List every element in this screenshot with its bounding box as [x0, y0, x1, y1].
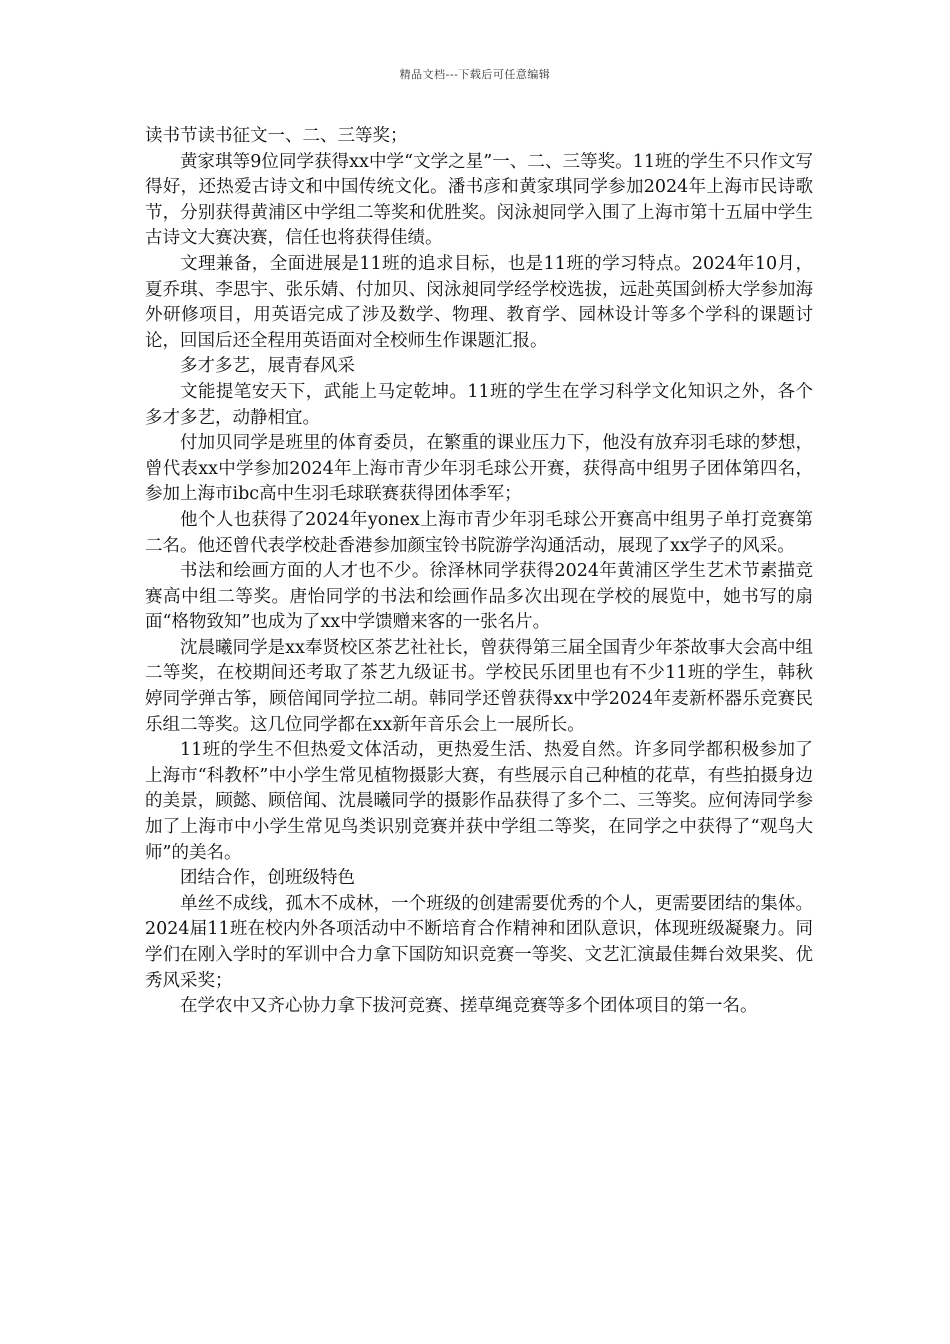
section-heading-talents: 多才多艺，展青春风采 — [180, 356, 355, 377]
paragraph-10: 11班的学生不但热爱文体活动，更热爱生活、热爱自然。许多同学都积极参加了上海市“科教杯”中小学生常见植物摄影大赛，有些展示自己种植的花草，有些拍摄身边的美景，顾懿、顾倍闻、沈晨曦同学的摄影作品获得了多个二、三等奖。应何涛同学参加了上海市中小学生常见鸟类识别竞赛并获中学组二等奖，在同学之中获得了“观鸟大师”的美名。 — [145, 740, 813, 863]
paragraph-1: 读书节读书征文一、二、三等奖； — [145, 126, 408, 146]
paragraph-12: 单丝不成线，孤木不成林，一个班级的创建需要优秀的个人，更需要团结的集体。2024届11班在校内外各项活动中不断培育合作精神和团队意识，体现班级凝聚力。同学们在刚入学时的军训中合力拿下国防知识竞赛一等奖、文艺汇演最佳舞台效果奖、优秀风采奖； — [145, 893, 813, 991]
paragraph-6: 付加贝同学是班里的体育委员，在繁重的课业压力下，他没有放弃羽毛球的梦想，曾代表xx中学参加2024年上海市青少年羽毛球公开赛，获得高中组男子团体第四名，参加上海市ibc高中生羽毛球联赛获得团体季军； — [145, 433, 813, 505]
paragraph-3: 文理兼备，全面进展是11班的追求目标，也是11班的学习特点。2024年10月，夏乔琪、李思宇、张乐婧、付加贝、闵泳昶同学经学校选拔，远赴英国剑桥大学参加海外研修项目，用英语完成了涉及数学、物理、教育学、园林设计等多个学科的课题讨论，回国后还全程用英语面对全校师生作课题汇报。 — [145, 253, 813, 351]
paragraph-13: 在学农中又齐心协力拿下拔河竞赛、搓草绳竞赛等多个团体项目的第一名。 — [180, 996, 758, 1017]
paragraph-7: 他个人也获得了2024年yonex上海市青少年羽毛球公开赛高中组男子单打竞赛第二名。他还曾代表学校赴香港参加颜宝铃书院游学沟通活动，展现了xx学子的风采。 — [145, 509, 813, 556]
document-body — [145, 124, 813, 1020]
paragraph-5: 文能提笔安天下，武能上马定乾坤。11班的学生在学习科学文化知识之外，各个多才多艺，动静相宜。 — [145, 381, 813, 428]
paragraph-8: 书法和绘画方面的人才也不少。徐泽林同学获得2024年黄浦区学生艺术节素描竞赛高中组二等奖。唐怡同学的书法和绘画作品多次出现在学校的展览中，她书写的扇面“格物致知”也成为了xx中学馈赠来客的一张名片。 — [145, 561, 813, 633]
paragraph-2: 黄家琪等9位同学获得xx中学“文学之星”一、二、三等奖。11班的学生不只作文写得好，还热爱古诗文和中国传统文化。潘书彦和黄家琪同学参加2024年上海市民诗歌节，分别获得黄浦区中学组二等奖和优胜奖。闵泳昶同学入围了上海市第十五届中学生古诗文大赛决赛，信任也将获得佳绩。 — [145, 151, 813, 249]
paragraph-9: 沈晨曦同学是xx奉贤校区茶艺社社长，曾获得第三届全国青少年茶故事大会高中组二等奖，在校期间还考取了茶艺九级证书。学校民乐团里也有不少11班的学生，韩秋婷同学弹古筝，顾倍闻同学拉二胡。韩同学还曾获得xx中学2024年麦新杯器乐竞赛民乐组二等奖。这几位同学都在xx新年音乐会上一展所长。 — [145, 637, 813, 735]
section-heading-teamwork: 团结合作，创班级特色 — [180, 868, 355, 889]
page-header: 精品文档---下载后可任意编辑 — [399, 68, 551, 81]
